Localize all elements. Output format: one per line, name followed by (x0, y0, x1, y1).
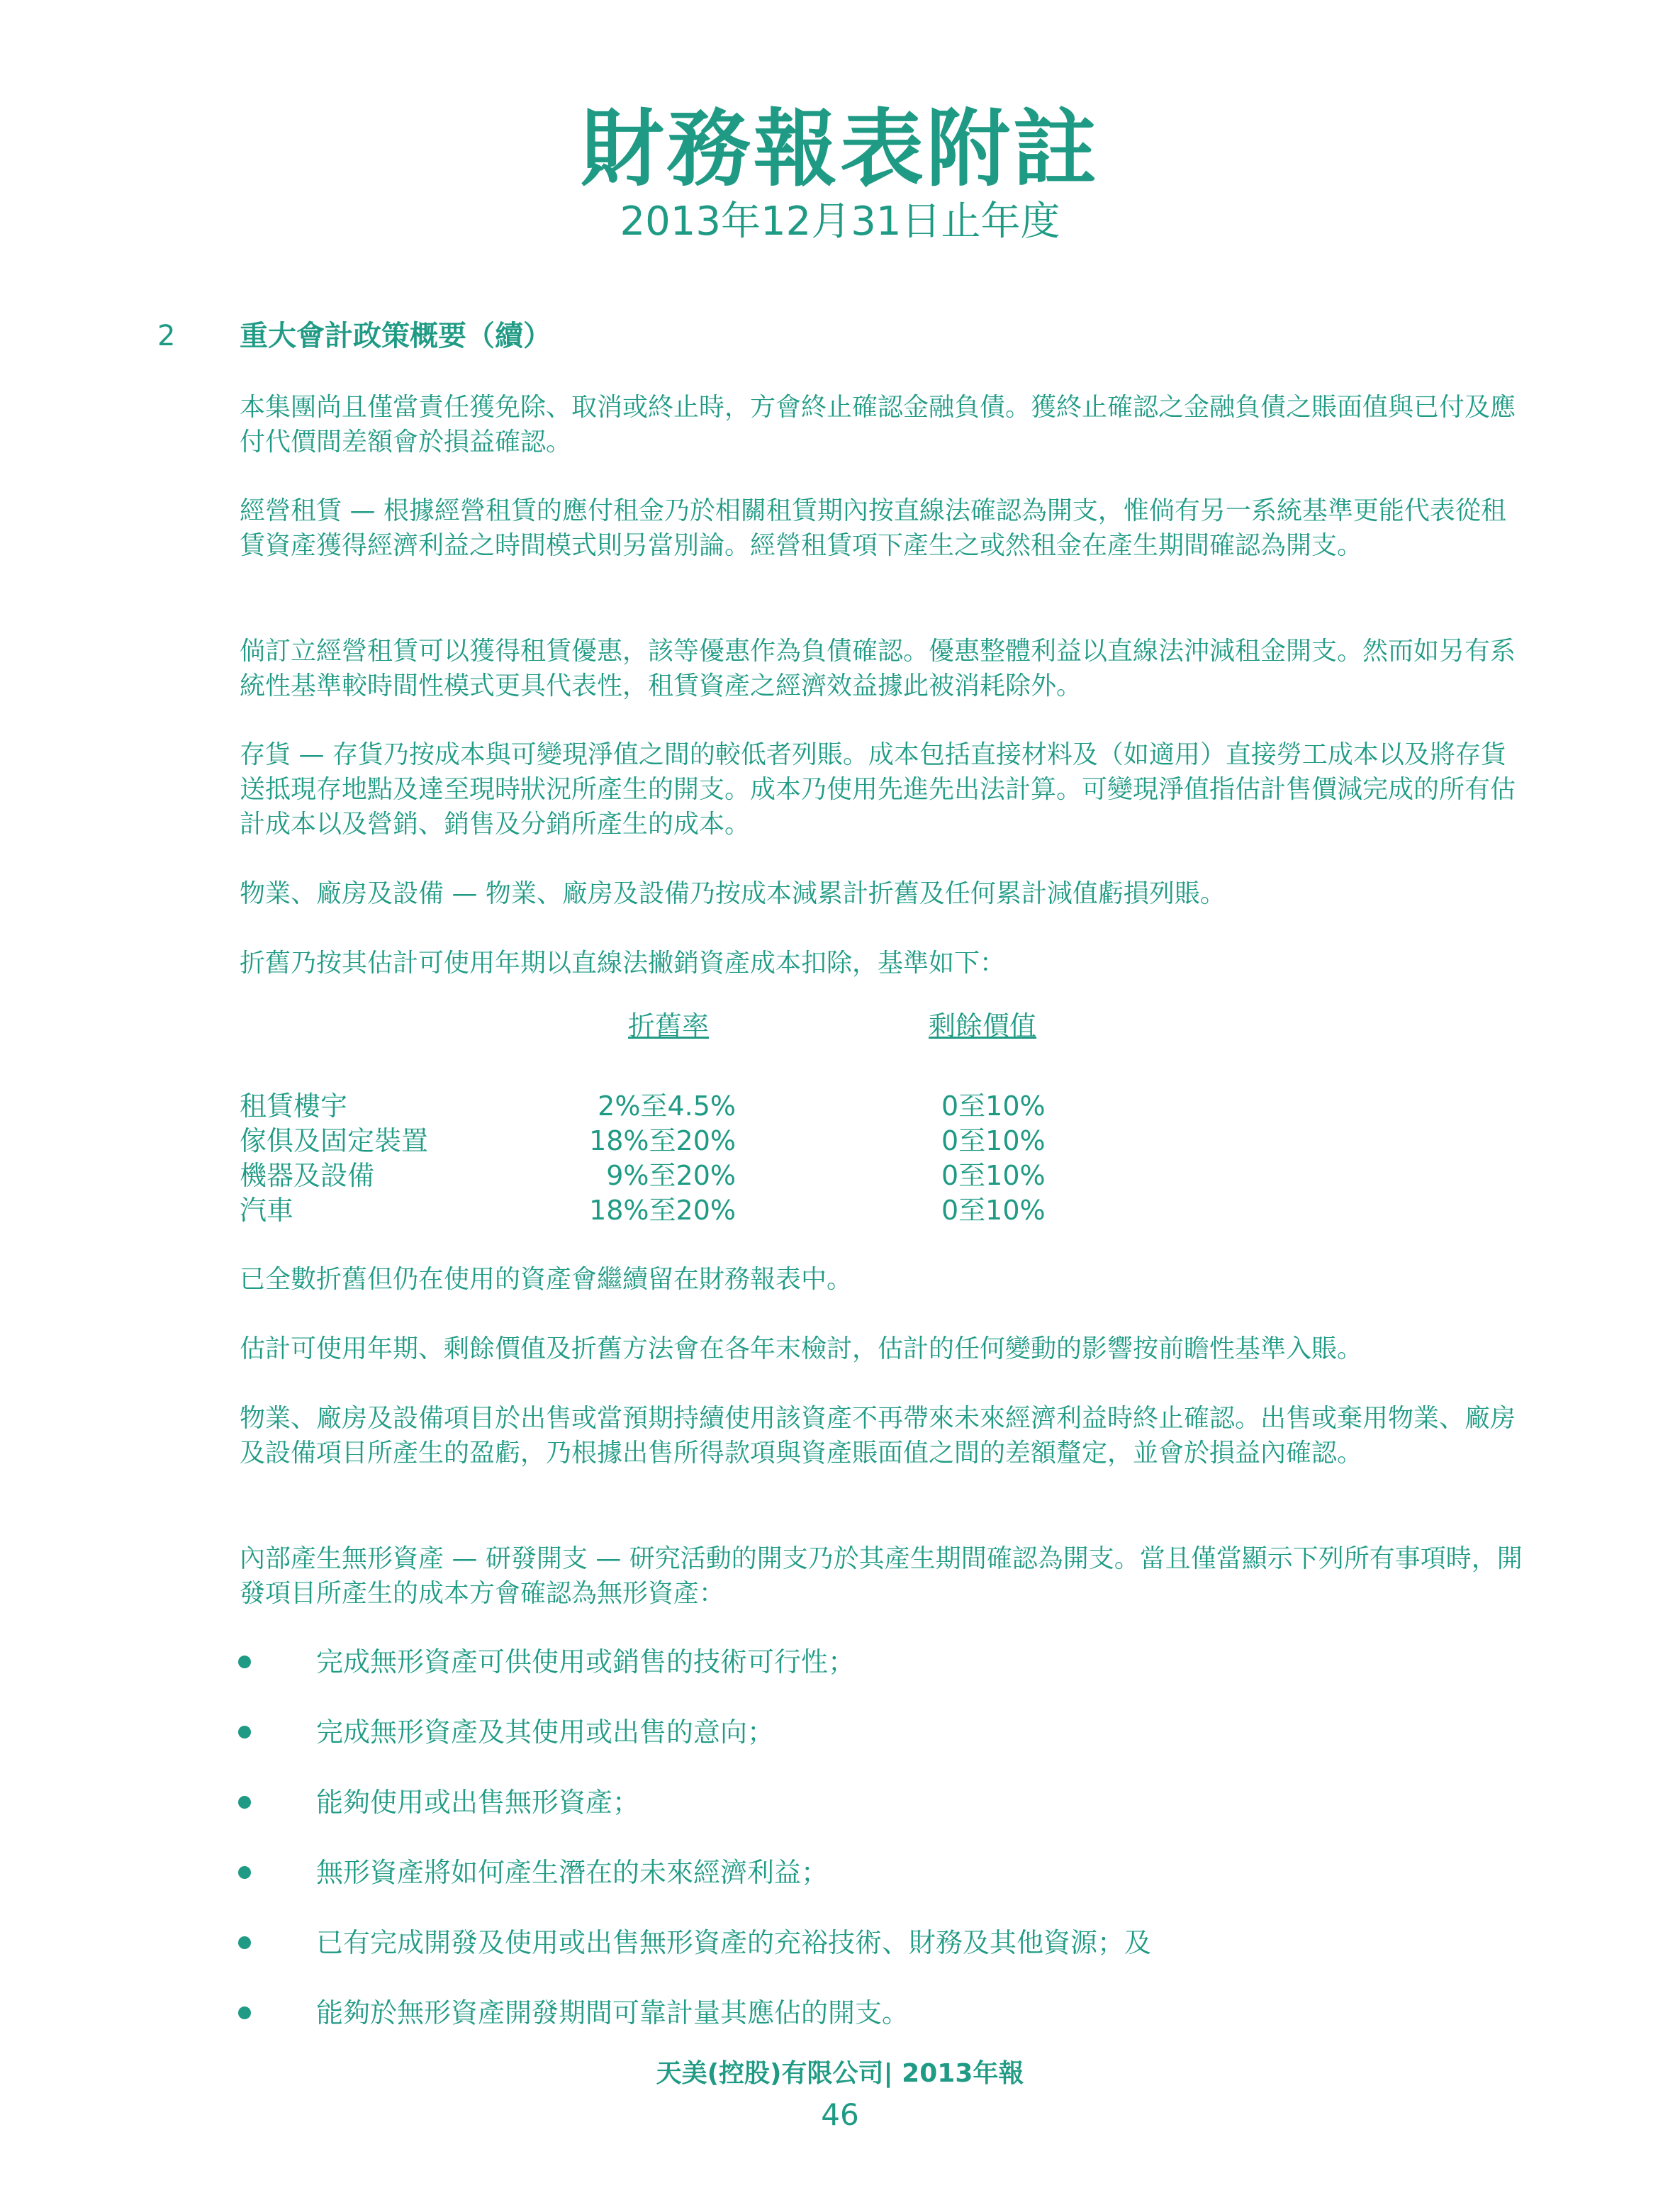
table-cell-residual: 0至10% (941, 1090, 1046, 1122)
table-header-rate: 折舊率 (628, 1010, 710, 1042)
list-item: 無形資產將如何產生潛在的未來經濟利益； (316, 1857, 829, 1888)
paragraph-ppe: 物業、廠房及設備 — 物業、廠房及設備乃按成本減累計折舊及任何累計減值虧損列賬。 (240, 879, 1226, 908)
paragraph-operating-lease: 經營租賃 — 根據經營租賃的應付租金乃於相關租賃期內按直線法確認為開支，惟倘有另一系統基準更能代表從租賃資產獲得經濟利益之時間模式則另當別論。經營租賃項下產生之或然租金在產生期間確認為開支。 (240, 496, 1506, 560)
list-item: 已有完成開發及使用或出售無形資產的充裕技術、財務及其他資源；及 (316, 1927, 1152, 1958)
table-cell-residual: 0至10% (941, 1160, 1046, 1191)
section-title: 重大會計政策概要（續） (240, 320, 551, 352)
table-header-residual: 剩餘價值 (929, 1010, 1037, 1042)
paragraph-intangible-assets: 內部產生無形資產 — 研發開支 — 研究活動的開支乃於其產生期間確認為開支。當且僅當顯示下列所有事項時，開發項目所產生的成本方會確認為無形資產： (240, 1544, 1523, 1608)
table-cell-item: 傢俱及固定裝置 (240, 1125, 429, 1156)
table-cell-rate: 9%至20% (606, 1160, 736, 1191)
table-cell-rate: 2%至4.5% (598, 1090, 736, 1122)
table-row (240, 1193, 1232, 1228)
list-item: 能夠於無形資產開發期間可靠計量其應佔的開支。 (316, 1997, 909, 2028)
bullet-icon (238, 1726, 251, 1738)
paragraph-lease-incentives: 倘訂立經營租賃可以獲得租賃優惠，該等優惠作為負債確認。優惠整體利益以直線法沖減租金開支。然而如另有系統性基準較時間性模式更具代表性，租賃資產之經濟效益據此被消耗除外。 (240, 637, 1516, 701)
list-item: 完成無形資產可供使用或銷售的技術可行性； (316, 1646, 856, 1678)
table-cell-item: 機器及設備 (240, 1160, 375, 1191)
table-cell-item: 租賃樓宇 (240, 1090, 348, 1122)
table-cell-residual: 0至10% (941, 1195, 1046, 1226)
bullet-icon (238, 1796, 251, 1809)
paragraph-review: 估計可使用年期、剩餘價值及折舊方法會在各年末檢討，估計的任何變動的影響按前瞻性基準入賬。 (240, 1334, 1363, 1363)
footer-company: 天美(控股)有限公司| 2013年報 (656, 2059, 1024, 2088)
bullet-icon (238, 1656, 251, 1668)
paragraph-derecognition: 本集團尚且僅當責任獲免除、取消或終止時，方會終止確認金融負債。獲終止確認之金融負債之賬面值與已付及應付代價間差額會於損益確認。 (240, 393, 1516, 457)
list-item: 完成無形資產及其使用或出售的意向； (316, 1717, 775, 1748)
paragraph-depreciation: 折舊乃按其估計可使用年期以直線法撇銷資產成本扣除，基準如下： (240, 949, 1006, 978)
table-cell-item: 汽車 (240, 1195, 294, 1226)
bullet-icon (238, 2006, 251, 2019)
page-number: 46 (821, 2097, 859, 2132)
paragraph-fully-depreciated: 已全數折舊但仍在使用的資產會繼續留在財務報表中。 (240, 1265, 853, 1294)
table-row (240, 1089, 1232, 1124)
table-cell-residual: 0至10% (941, 1125, 1046, 1156)
table-cell-rate: 18%至20% (589, 1195, 736, 1226)
table-row (240, 1159, 1232, 1193)
paragraph-inventories: 存貨 — 存貨乃按成本與可變現淨值之間的較低者列賬。成本包括直接材料及（如適用）直接勞工成本以及將存貨送抵現存地點及達至現時狀況所產生的開支。成本乃使用先進先出法計算。可變現淨值指估計售價減完成的所有估計成本以及營銷、銷售及分銷所產生的成本。 (240, 740, 1516, 839)
table-cell-rate: 18%至20% (589, 1125, 736, 1156)
page-title: 財務報表附註 (580, 100, 1099, 198)
bullet-icon (238, 1936, 251, 1949)
paragraph-ppe-derecognition: 物業、廠房及設備項目於出售或當預期持續使用該資產不再帶來未來經濟利益時終止確認。出售或棄用物業、廠房及設備項目所產生的盈虧，乃根據出售所得款項與資產賬面值之間的差額釐定，並會於損益內確認。 (240, 1404, 1516, 1468)
bullet-icon (238, 1866, 251, 1879)
list-item: 能夠使用或出售無形資產； (316, 1787, 640, 1818)
section-number: 2 (157, 320, 176, 352)
page-subtitle: 2013年12月31日止年度 (620, 199, 1060, 245)
table-row (240, 1124, 1232, 1159)
